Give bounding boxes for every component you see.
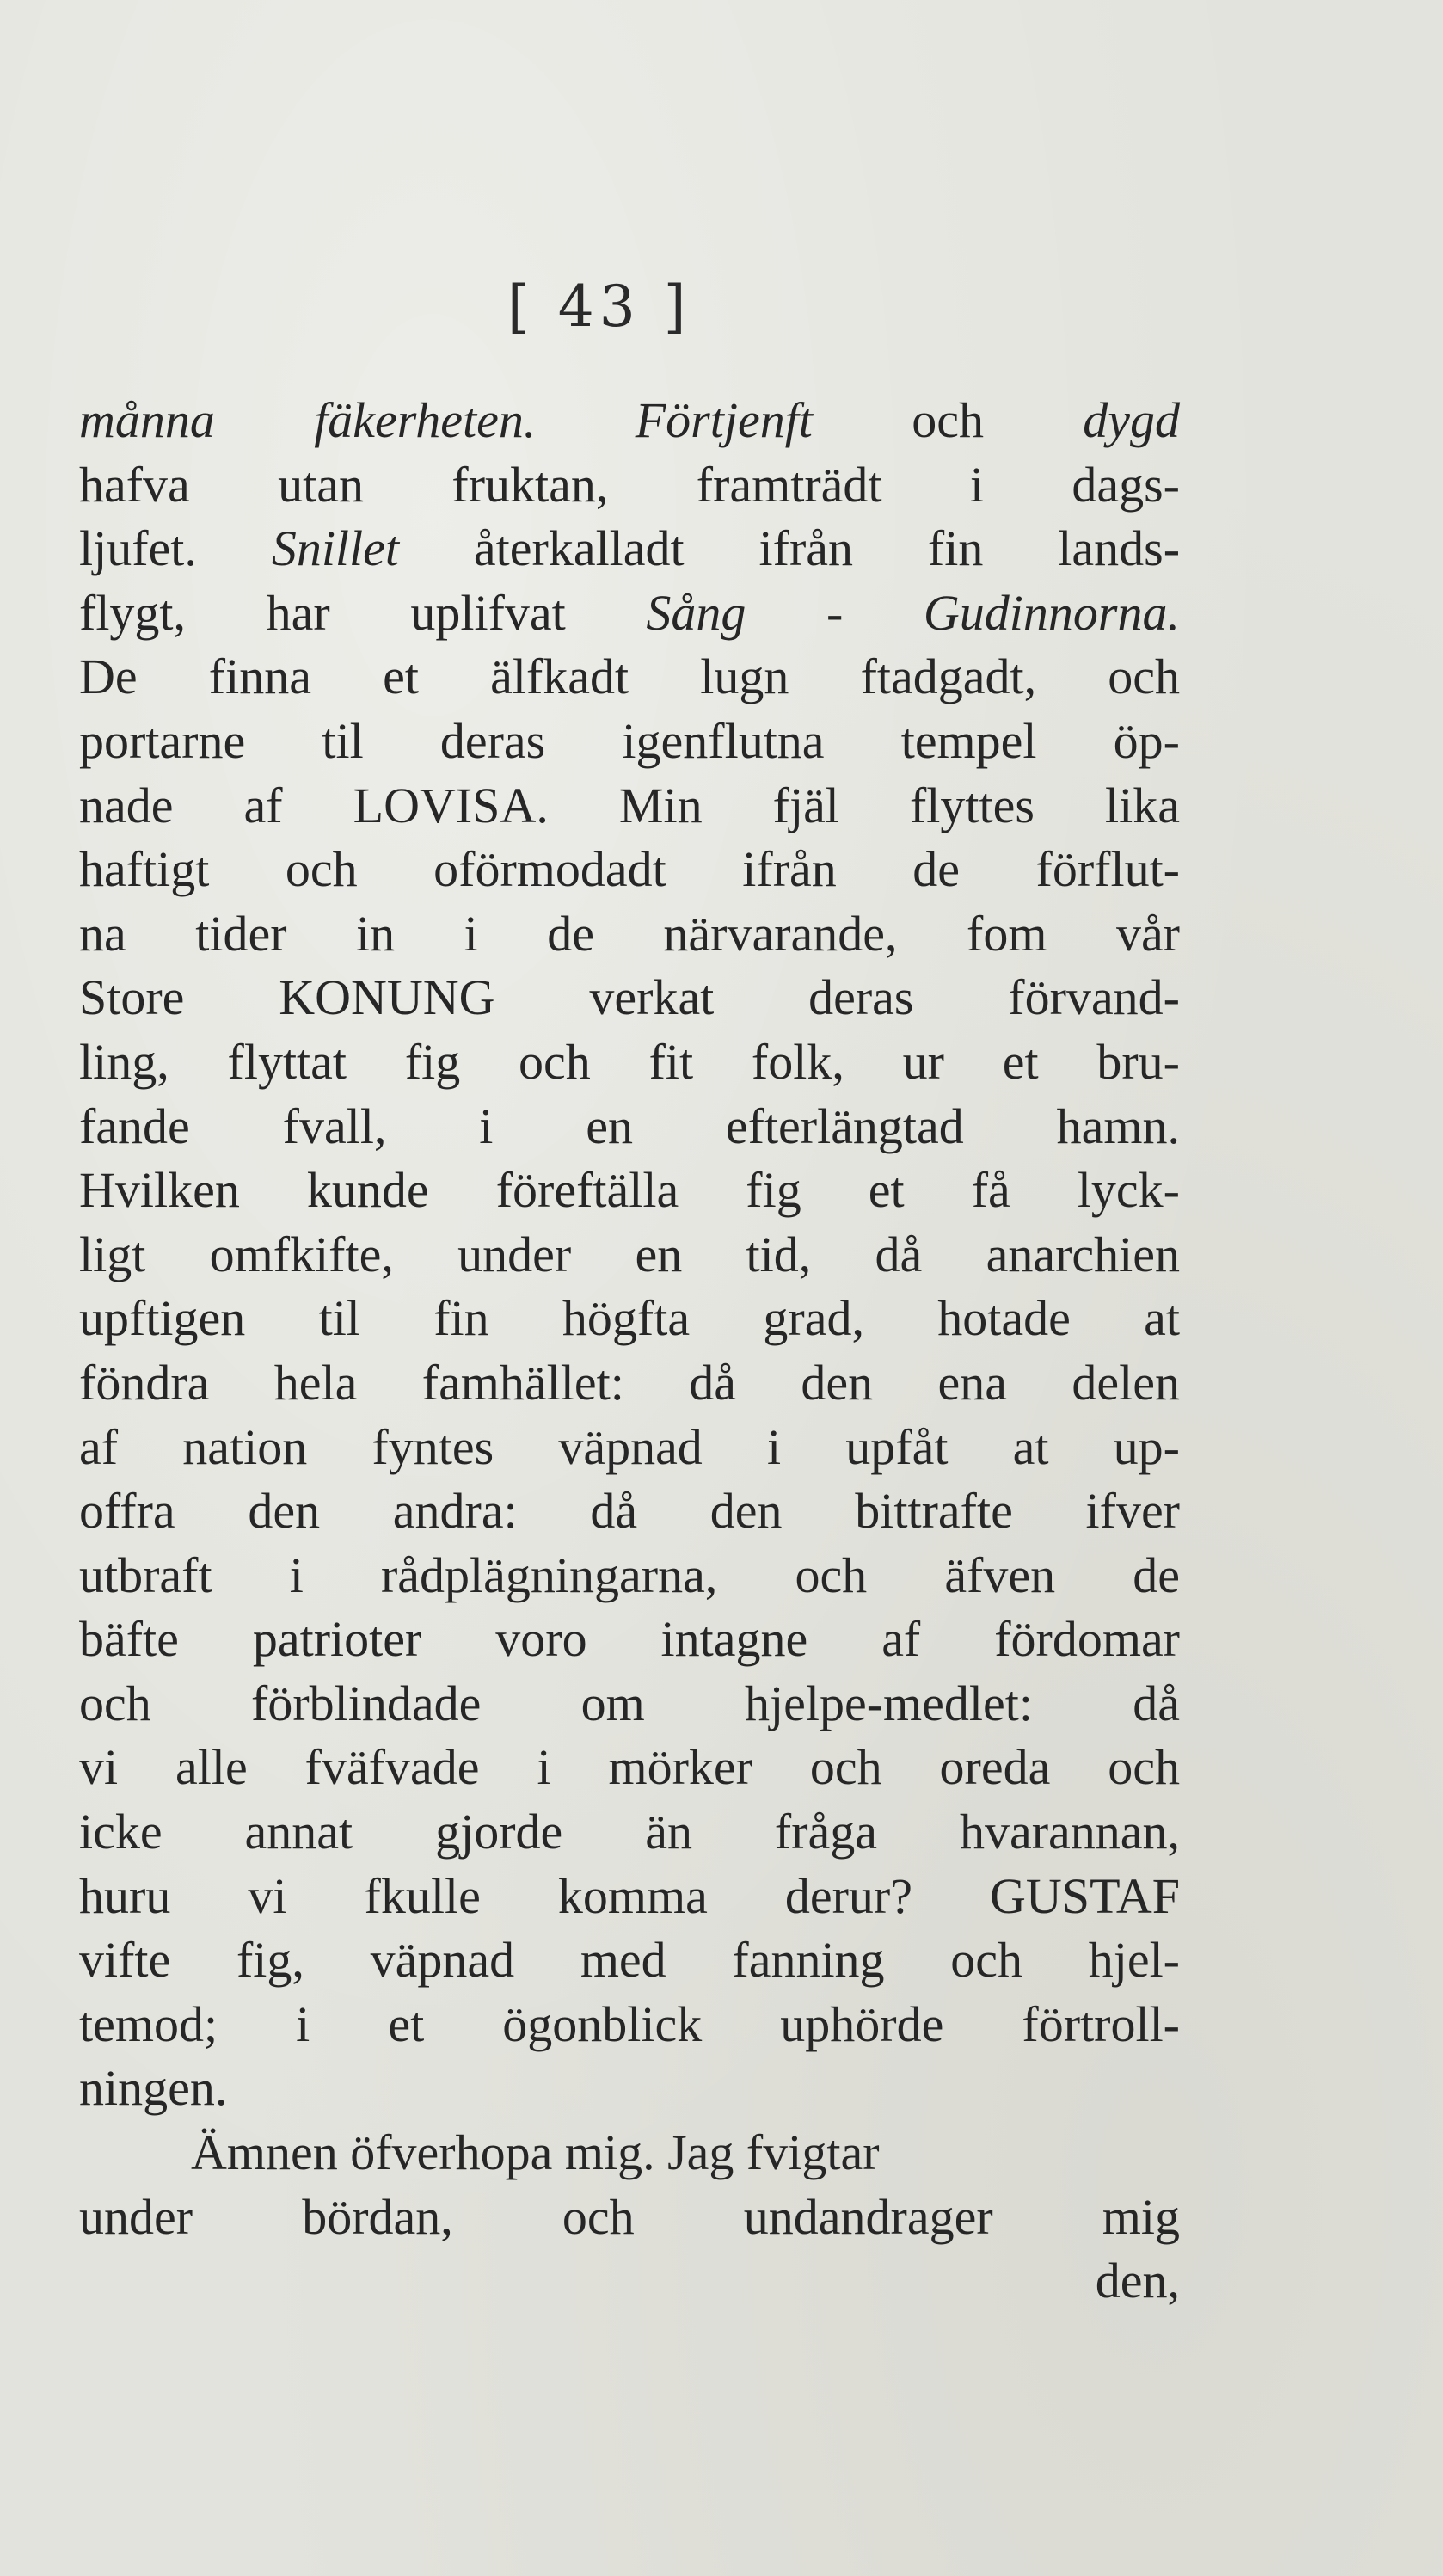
italic-text: månna <box>79 392 315 448</box>
body-text <box>79 389 1197 2314</box>
text-line <box>79 1223 1180 1288</box>
text-line <box>79 2121 1180 2186</box>
text-run: den, <box>1095 2253 1180 2309</box>
text-line <box>79 966 1180 1030</box>
italic-text: fäkerheten. <box>314 392 537 448</box>
text-run: och förblindade om hjelpe-medlet: då <box>79 1675 1180 1731</box>
text-run: utbraft i rådplägningarna, och äfven de <box>79 1546 1180 1603</box>
italic-text: Sång - Gudinnorna. <box>646 584 1180 641</box>
text-line <box>79 581 1180 646</box>
text-line <box>79 1672 1180 1737</box>
text-line <box>79 1416 1180 1480</box>
text-run: nade af LOVISA. Min fjäl flyttes lika <box>79 777 1180 833</box>
italic-text: dygd <box>1083 392 1181 448</box>
italic-text: Snillet <box>271 520 400 577</box>
text-run: temod; i et ögonblick uphörde förtroll- <box>79 1995 1180 2052</box>
text-line <box>79 2056 1197 2121</box>
text-run: ling, flyttat fig och fit folk, ur et bru- <box>79 1033 1180 1090</box>
text-run: och <box>812 392 1084 448</box>
text-line <box>79 389 1180 453</box>
text-line <box>79 774 1180 839</box>
text-line <box>79 1351 1180 1416</box>
text-run: fande fvall, i en efterlängtad hamn. <box>79 1097 1180 1154</box>
text-line <box>79 1287 1180 1351</box>
text-line <box>79 1736 1180 1800</box>
text-line <box>79 1993 1180 2057</box>
text-run: af nation fyntes väpnad i upfåt at up- <box>79 1418 1180 1475</box>
text-run: ningen. <box>79 2060 228 2117</box>
text-run: Ämnen öfverhopa mig. Jag fvigtar <box>191 2124 880 2181</box>
text-run <box>536 392 635 448</box>
text-run: flygt, har uplifvat <box>79 584 647 641</box>
text-line <box>79 1159 1180 1223</box>
text-run: offra den andra: då den bittrafte ifver <box>79 1483 1180 1540</box>
text-run: huru vi fkulle komma derur? GUSTAF <box>79 1867 1180 1924</box>
text-line <box>79 902 1180 967</box>
text-line <box>79 453 1180 518</box>
text-line <box>79 517 1180 581</box>
text-line <box>79 1095 1180 1159</box>
text-run: under bördan, och undandrager mig <box>79 2188 1180 2245</box>
text-run: vi alle fväfvade i mörker och oreda och <box>79 1739 1180 1796</box>
page-number-header: [ 43 ] <box>507 274 691 340</box>
text-run: vifte fig, väpnad med fanning och hjel- <box>79 1932 1180 1989</box>
text-run: De finna et älfkadt lugn ftadgadt, och <box>79 649 1180 705</box>
text-run: upftigen til fin högfta grad, hotade at <box>79 1290 1180 1347</box>
text-run: haftigt och oförmodadt ifrån de förflut- <box>79 841 1180 898</box>
text-line <box>79 838 1180 902</box>
text-run: icke annat gjorde än fråga hvarannan, <box>79 1804 1180 1860</box>
text-line <box>79 710 1180 774</box>
text-run: Store KONUNG verkat deras förvand- <box>79 969 1180 1026</box>
text-run: ljufet. <box>79 520 272 577</box>
text-run: föndra hela famhället: då den ena delen <box>79 1354 1180 1411</box>
italic-text: Förtjenft <box>635 392 813 448</box>
text-run: ligt omfkifte, under en tid, då anarchien <box>79 1226 1180 1282</box>
text-run: bäfte patrioter voro intagne af fördomar <box>79 1611 1180 1668</box>
text-run: återkalladt ifrån fin lands- <box>399 520 1181 577</box>
text-line <box>79 1800 1180 1865</box>
text-line <box>79 1865 1180 1929</box>
text-line <box>79 645 1180 710</box>
text-run: portarne til deras igenflutna tempel öp- <box>79 712 1180 769</box>
text-line <box>79 1479 1180 1544</box>
text-line <box>79 1544 1180 1608</box>
text-line <box>79 2186 1180 2250</box>
text-line <box>79 1928 1180 1993</box>
text-line <box>79 1608 1180 1672</box>
text-run: hafva utan fruktan, framträdt i dags- <box>79 456 1180 513</box>
text-line <box>79 2249 1180 2314</box>
text-line <box>79 1030 1180 1095</box>
text-run: Hvilken kunde föreftälla fig et få lyck- <box>79 1162 1180 1219</box>
text-run: na tider in i de närvarande, fom vår <box>79 905 1180 962</box>
